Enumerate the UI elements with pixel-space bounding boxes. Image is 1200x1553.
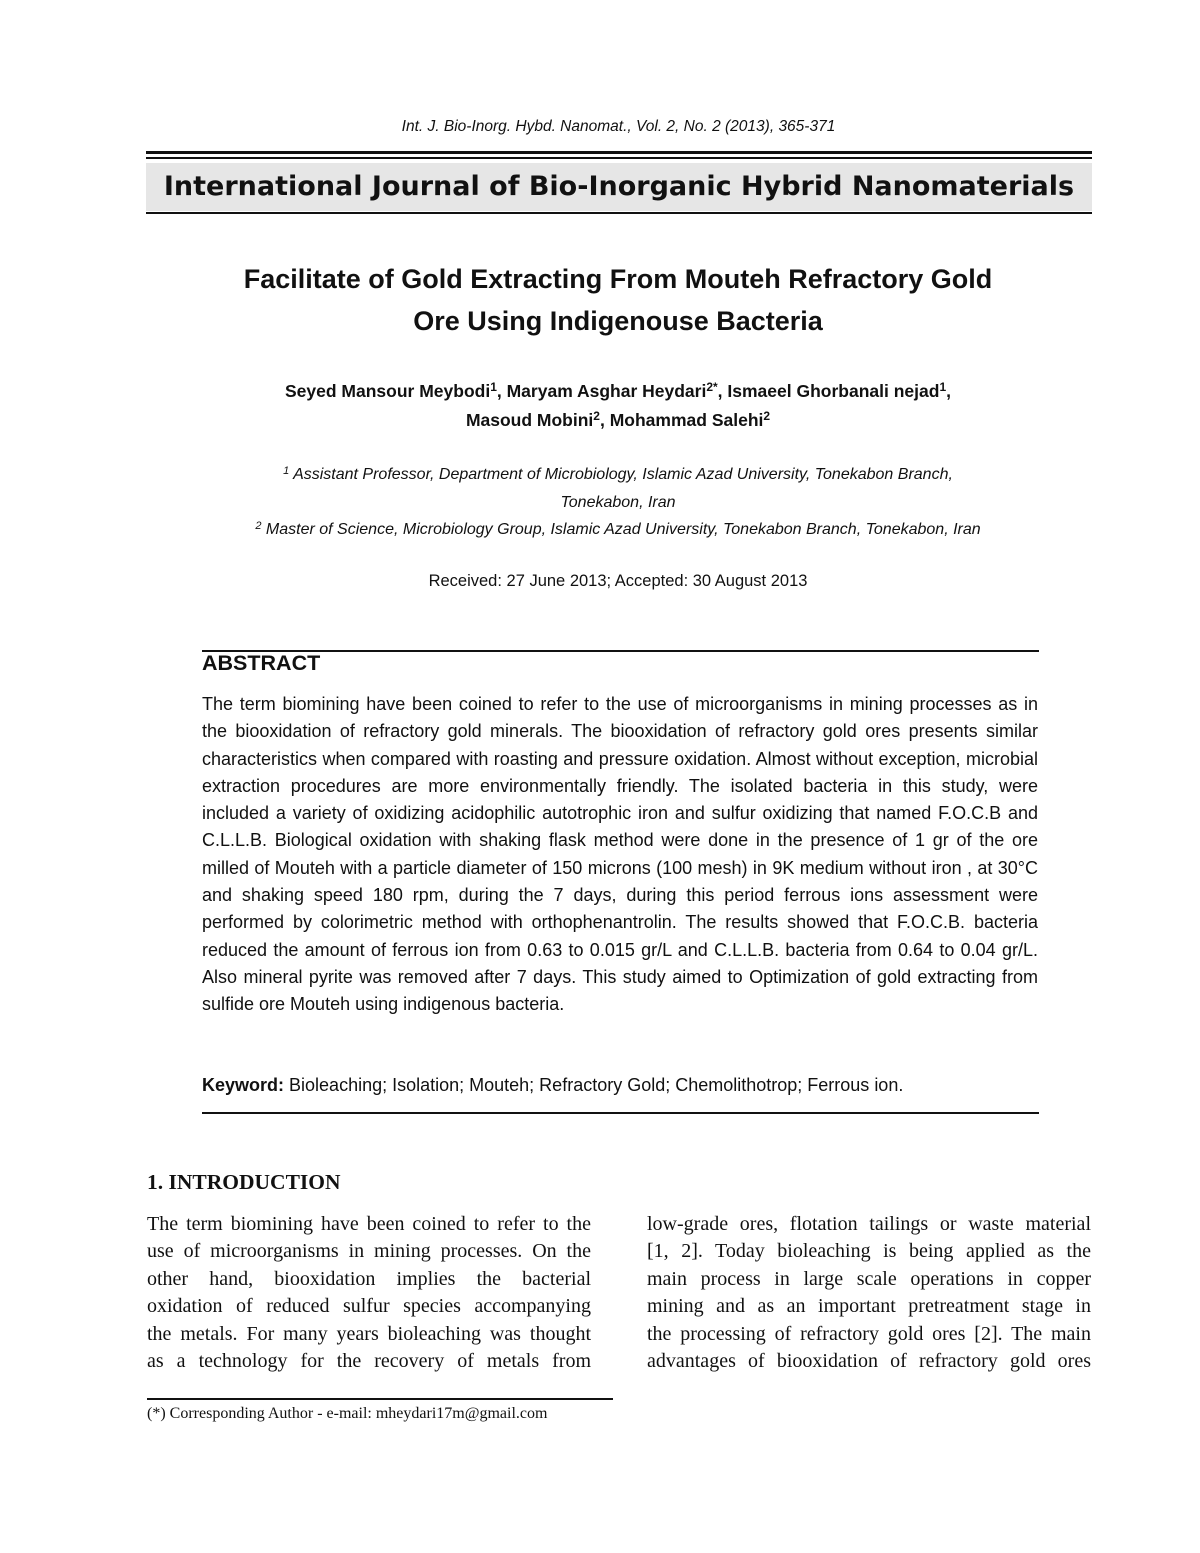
introduction-column-left: [147, 1211, 591, 1375]
text-line: other hand, biooxidation implies the bacterial: [147, 1267, 591, 1290]
header-rule-thick: [146, 151, 1092, 154]
author-line: Seyed Mansour Meybodi$^1$, Maryam Asghar Heydari$^{2*}$, Ismaeel Ghorbanali nejad$^1$,: [285, 380, 951, 401]
text-line: oxidation of reduced sulfur species accompanying: [147, 1295, 591, 1318]
header-rule-thin: [146, 157, 1092, 159]
affiliation-mark: 2: [255, 520, 262, 532]
abstract-bottom-rule: [202, 1112, 1039, 1114]
corresponding-author-footnote: (*) Corresponding Author - e-mail: mheydari17m@gmail.com: [147, 1405, 548, 1422]
author-name: Mohammad Salehi: [609, 410, 764, 430]
text-line: advantages of biooxidation of refractory gold ores: [647, 1349, 1091, 1372]
section-heading-introduction: 1. INTRODUCTION: [147, 1170, 341, 1194]
author-line: Masoud Mobini$^2$, Mohammad Salehi$^2$: [465, 409, 771, 430]
author-name: Ismaeel Ghorbanali nejad: [727, 381, 940, 401]
text-line: as a technology for the recovery of metals from: [147, 1349, 591, 1372]
affiliation-text: Assistant Professor, Department of Microbiology, Islamic Azad University, Tonekabon Branch,: [293, 466, 953, 483]
paper-title-line: Facilitate of Gold Extracting From Mouteh Refractory Gold: [243, 264, 993, 294]
keywords: [202, 1075, 1038, 1096]
text-line: use of microorganisms in mining processes. On the: [147, 1240, 591, 1263]
author-affiliation-mark: 1: [490, 380, 497, 394]
footnote-rule: [147, 1398, 613, 1400]
affiliation-mark: 1: [283, 465, 290, 477]
abstract-text: The term biomining have been coined to refer to the use of microorganisms in mining processes as in the biooxidation of refractory gold minerals. The biooxidation of refractory gold ores presents similar characteristics when compared with roasting and pressure oxidation. Almost without exception, microbial extraction procedures are more environmentally friendly. The isolated bacteria in this study, were included a variety of oxidizing acidophilic autotrophic iron and sulfur oxidizing that named F.O.C.B and C.L.L.B. Biological oxidation with shaking flask method were done in the presence of 1 gr of the ore milled of Mouteh with a particle diameter of 150 microns (100 mesh) in 9K medium without iron , at 30°C and shaking speed 180 rpm, during the 7 days, during this period ferrous ions assessment were performed by colorimetric method with orthophenantrolin. The results showed that F.O.C.B. bacteria reduced the amount of ferrous ion from 0.63 to 0.015 gr/L and C.L.L.B. bacteria from 0.64 to 0.04 gr/L. Also mineral pyrite was removed after 7 days. This study aimed to Optimization of gold extracting from sulfide ore Mouteh using indigenous bacteria.: [202, 694, 1038, 1015]
author-name: Masoud Mobini: [465, 410, 594, 430]
keywords-label: Keyword:: [202, 1075, 285, 1095]
author-affiliation-mark: 2*: [706, 380, 718, 394]
paper-title: [160, 258, 1076, 342]
author-name: Seyed Mansour Meybodi: [285, 381, 491, 401]
journal-name: International Journal of Bio-Inorganic Hybrid Nanomaterials: [146, 163, 1092, 211]
author-affiliation-mark: 1: [939, 380, 947, 394]
text-line: the processing of refractory gold ores [2]. The main: [647, 1322, 1091, 1345]
journal-citation: Int. J. Bio-Inorg. Hybd. Nanomat., Vol. 2, No. 2 (2013), 365-371: [401, 118, 836, 135]
text-line: low-grade ores, flotation tailings or waste material: [647, 1213, 1091, 1235]
introduction-column-right: [647, 1211, 1091, 1375]
received-accepted-dates: Received: 27 June 2013; Accepted: 30 August 2013: [428, 572, 808, 590]
affiliation-1-continued: Tonekabon, Iran: [560, 493, 676, 511]
abstract-top-rule: [202, 650, 1039, 652]
author-list: [140, 377, 1096, 435]
abstract-heading: ABSTRACT: [202, 651, 321, 675]
author-affiliation-mark: 2: [763, 409, 771, 423]
text-line: [1, 2]. Today bioleaching is being applied as the: [647, 1240, 1091, 1263]
author-name: Maryam Asghar Heydari: [506, 381, 707, 401]
author-affiliation-mark: 2: [593, 409, 600, 423]
text-line: the metals. For many years bioleaching was thought: [147, 1322, 591, 1345]
keywords-list: Bioleaching; Isolation; Mouteh; Refractory Gold; Chemolithotrop; Ferrous ion.: [289, 1075, 904, 1095]
text-line: The term biomining have been coined to refer to the: [147, 1213, 591, 1235]
affiliation-1: [140, 461, 1096, 489]
journal-band-rule: [146, 212, 1092, 214]
affiliations: [140, 461, 1096, 544]
text-line: mining and as an important pretreatment stage in: [647, 1295, 1091, 1318]
affiliation-text: Master of Science, Microbiology Group, Islamic Azad University, Tonekabon Branch, Tonekabon, Iran: [265, 521, 981, 538]
text-line: main process in large scale operations in copper: [647, 1267, 1091, 1290]
paper-title-line: Ore Using Indigenouse Bacteria: [413, 306, 823, 336]
affiliation-2: [140, 516, 1096, 544]
